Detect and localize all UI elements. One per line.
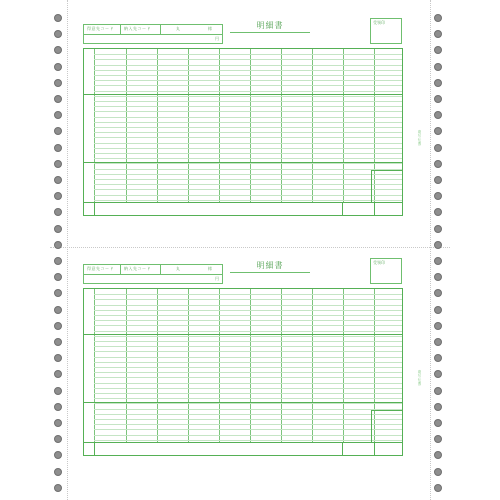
form-title: 明細書 <box>256 261 284 270</box>
form-top <box>80 12 405 222</box>
tractor-hole <box>434 79 442 87</box>
grid-row-line <box>94 195 402 196</box>
grid-row-line <box>94 383 402 384</box>
grid-row-line <box>94 315 402 316</box>
tractor-hole <box>54 225 62 233</box>
grid-row-line <box>94 440 402 441</box>
grid-section-line <box>84 334 402 335</box>
grid-row-line <box>94 111 402 112</box>
tractor-hole <box>54 484 62 492</box>
grid-row-line <box>94 331 402 332</box>
grid-row-line <box>94 200 402 201</box>
tractor-hole <box>54 403 62 411</box>
honorific-label: 様 <box>208 26 213 31</box>
grid-row-line <box>94 409 402 410</box>
stamp-box <box>370 18 402 44</box>
grid-row-line <box>94 419 402 420</box>
tractor-hole <box>54 306 62 314</box>
name-label: 納入先コード <box>124 26 151 31</box>
grid-row-line <box>94 106 402 107</box>
stamp-label: 受領印 <box>373 20 385 25</box>
tractor-hole <box>434 144 442 152</box>
tractor-hole <box>54 63 62 71</box>
tractor-hole <box>54 111 62 119</box>
footer-divider <box>94 443 95 455</box>
grid-row-line <box>94 96 402 97</box>
footer-divider <box>342 443 343 455</box>
grid-row-line <box>94 362 402 363</box>
detail-grid <box>83 48 403 216</box>
tractor-hole <box>54 370 62 378</box>
tractor-hole <box>434 289 442 297</box>
grid-row-line <box>94 372 402 373</box>
perforation-left <box>67 0 68 500</box>
tractor-hole <box>54 144 62 152</box>
tractor-hole <box>434 176 442 184</box>
tractor-hole <box>434 208 442 216</box>
stamp-box <box>370 258 402 284</box>
grid-row-line <box>94 367 402 368</box>
grid-row-line <box>94 54 402 55</box>
grid-row-line <box>94 414 402 415</box>
honorific-label: 様 <box>208 266 213 271</box>
grid-row-line <box>94 179 402 180</box>
tractor-hole <box>434 387 442 395</box>
footer-divider <box>374 443 375 455</box>
form-title: 明細書 <box>256 21 284 30</box>
footer-divider <box>342 203 343 215</box>
perforation-middle <box>50 247 450 248</box>
mid-label: 丸 <box>176 266 181 271</box>
tractor-hole <box>54 127 62 135</box>
grid-row-line <box>94 320 402 321</box>
grid-row-line <box>94 341 402 342</box>
grid-row-line <box>94 127 402 128</box>
tractor-hole <box>434 468 442 476</box>
grid-row-line <box>94 65 402 66</box>
tractor-hole <box>54 79 62 87</box>
yen-label: 円 <box>215 36 220 41</box>
grid-row-line <box>94 70 402 71</box>
grid-row-line <box>94 163 402 164</box>
tractor-hole <box>54 273 62 281</box>
tractor-hole <box>434 257 442 265</box>
grid-row-line <box>94 325 402 326</box>
grid-row-line <box>94 153 402 154</box>
tractor-hole <box>54 451 62 459</box>
grid-row-line <box>94 174 402 175</box>
header-row <box>84 25 222 35</box>
tractor-hole <box>54 338 62 346</box>
footer-divider <box>94 203 95 215</box>
grid-row-line <box>94 184 402 185</box>
tractor-hole <box>434 338 442 346</box>
tractor-hole <box>434 192 442 200</box>
grid-row-line <box>94 377 402 378</box>
grid-row-line <box>94 403 402 404</box>
grid-row-line <box>94 148 402 149</box>
grid-row-line <box>94 398 402 399</box>
grid-row-line <box>94 357 402 358</box>
tractor-hole <box>54 160 62 168</box>
tractor-hole <box>54 257 62 265</box>
header-divider <box>120 25 121 34</box>
title-underline <box>230 32 310 33</box>
grid-row-line <box>94 336 402 337</box>
tractor-strip-left <box>50 10 67 490</box>
header-divider <box>160 265 161 274</box>
tractor-hole <box>54 241 62 249</box>
tractor-hole <box>434 484 442 492</box>
grid-row-line <box>94 189 402 190</box>
tractor-hole <box>434 46 442 54</box>
tractor-hole <box>54 419 62 427</box>
grid-row-line <box>94 80 402 81</box>
tractor-hole <box>54 354 62 362</box>
tractor-hole <box>434 370 442 378</box>
side-caption: 複写伝票 <box>418 370 422 386</box>
grid-footer <box>84 442 402 455</box>
grid-row-line <box>94 310 402 311</box>
tractor-hole <box>434 225 442 233</box>
grid-row-line <box>94 346 402 347</box>
grid-row-line <box>94 424 402 425</box>
tractor-hole <box>54 176 62 184</box>
header-box <box>83 24 223 44</box>
grid-section-line <box>84 162 402 163</box>
grid-row-line <box>94 169 402 170</box>
grid-row-line <box>94 299 402 300</box>
grid-section-line <box>84 94 402 95</box>
tractor-hole <box>54 192 62 200</box>
tractor-hole <box>434 451 442 459</box>
tractor-hole <box>54 208 62 216</box>
code-label: 得意先コード <box>87 26 114 31</box>
tractor-hole <box>434 95 442 103</box>
grid-row-line <box>94 388 402 389</box>
tractor-hole <box>434 322 442 330</box>
tractor-hole <box>434 14 442 22</box>
header-divider <box>160 25 161 34</box>
side-caption: 複写伝票 <box>418 130 422 146</box>
name-label: 納入先コード <box>124 266 151 271</box>
tractor-hole <box>54 322 62 330</box>
tractor-hole <box>54 435 62 443</box>
grid-row-line <box>94 132 402 133</box>
grid-row-line <box>94 305 402 306</box>
grid-row-line <box>94 158 402 159</box>
grid-row-line <box>94 59 402 60</box>
tractor-hole <box>54 387 62 395</box>
tractor-strip-right <box>430 10 447 490</box>
grid-row-line <box>94 435 402 436</box>
tractor-hole <box>54 95 62 103</box>
tractor-hole <box>434 306 442 314</box>
tractor-hole <box>434 30 442 38</box>
grid-row-line <box>94 143 402 144</box>
stamp-label: 受領印 <box>373 260 385 265</box>
grid-row-line <box>94 91 402 92</box>
tractor-hole <box>54 30 62 38</box>
tractor-hole <box>54 14 62 22</box>
grid-row-line <box>94 117 402 118</box>
title-underline <box>230 272 310 273</box>
tractor-hole <box>434 419 442 427</box>
tractor-hole <box>434 354 442 362</box>
tractor-hole <box>54 46 62 54</box>
tractor-hole <box>434 273 442 281</box>
grid-section-line <box>84 402 402 403</box>
detail-grid <box>83 288 403 456</box>
yen-label: 円 <box>215 276 220 281</box>
tractor-hole <box>54 289 62 297</box>
tractor-hole <box>434 403 442 411</box>
header-box <box>83 264 223 284</box>
footer-divider <box>374 203 375 215</box>
code-label: 得意先コード <box>87 266 114 271</box>
form-bottom <box>80 252 405 462</box>
grid-row-line <box>94 294 402 295</box>
total-box <box>371 170 402 203</box>
tractor-hole <box>434 127 442 135</box>
mid-label: 丸 <box>176 26 181 31</box>
grid-row-line <box>94 393 402 394</box>
tractor-hole <box>54 468 62 476</box>
grid-row-line <box>94 137 402 138</box>
header-row <box>84 265 222 275</box>
tractor-hole <box>434 160 442 168</box>
tractor-hole <box>434 111 442 119</box>
grid-row-line <box>94 101 402 102</box>
grid-row-line <box>94 429 402 430</box>
tractor-hole <box>434 435 442 443</box>
grid-row-line <box>94 351 402 352</box>
header-divider <box>120 265 121 274</box>
grid-row-line <box>94 122 402 123</box>
grid-footer <box>84 202 402 215</box>
tractor-hole <box>434 63 442 71</box>
grid-row-line <box>94 75 402 76</box>
grid-row-line <box>94 85 402 86</box>
tractor-hole <box>434 241 442 249</box>
total-box <box>371 410 402 443</box>
